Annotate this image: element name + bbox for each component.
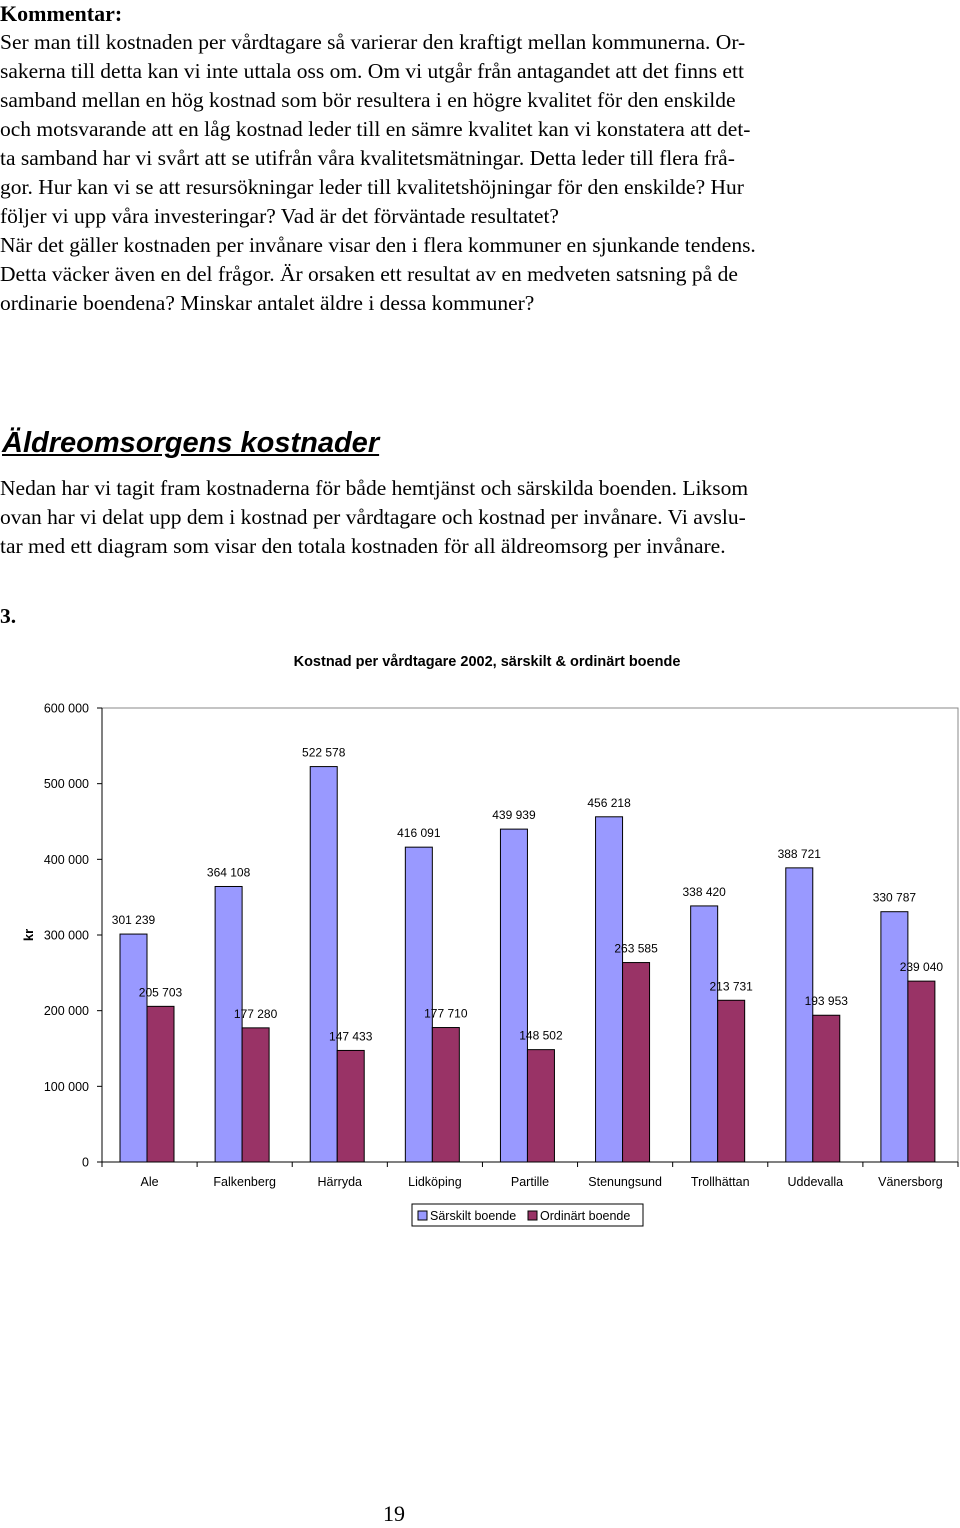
bar-ordinart bbox=[147, 1006, 174, 1162]
y-tick-label: 300 000 bbox=[43, 928, 89, 943]
bar-ordinart bbox=[623, 963, 650, 1162]
y-tick-label: 500 000 bbox=[43, 777, 89, 792]
y-tick-label: 0 bbox=[82, 1155, 89, 1170]
data-label: 338 420 bbox=[682, 884, 726, 899]
data-label: 147 433 bbox=[329, 1029, 373, 1044]
y-axis-label: kr bbox=[21, 928, 36, 942]
data-label: 213 731 bbox=[709, 979, 753, 994]
comment-line: När det gäller kostnaden per invånare visar den i flera kommuner en sjunkande tendens. bbox=[0, 233, 756, 257]
data-label: 205 703 bbox=[138, 985, 183, 1000]
data-label: 364 108 bbox=[206, 865, 251, 880]
bar-sarskilt bbox=[500, 829, 527, 1162]
x-tick-label: Härryda bbox=[317, 1175, 363, 1189]
chart-container bbox=[0, 640, 960, 1240]
bar-sarskilt bbox=[405, 847, 432, 1162]
chart-number: 3. bbox=[0, 604, 17, 628]
comment-line: Ser man till kostnaden per vårdtagare så varierar den kraftigt mellan kommunerna. Or- bbox=[0, 30, 746, 54]
data-label: 439 939 bbox=[492, 808, 536, 823]
section-title: Äldreomsorgens kostnader bbox=[2, 427, 380, 459]
y-tick-label: 100 000 bbox=[43, 1079, 89, 1094]
bar-sarskilt bbox=[120, 934, 147, 1162]
data-label: 416 091 bbox=[397, 826, 441, 841]
comment-heading: Kommentar: bbox=[0, 1, 123, 26]
data-label: 177 710 bbox=[424, 1006, 468, 1021]
comment-line: samband mellan en hög kostnad som bör resultera i en högre kvalitet för den enskilde bbox=[0, 88, 736, 112]
bar-ordinart bbox=[718, 1000, 745, 1162]
x-tick-label: Lidköping bbox=[408, 1175, 462, 1189]
comment-line: gor. Hur kan vi se att resursökningar leder till kvalitetshöjningar för den enskilde? Hur bbox=[0, 175, 744, 199]
bar-sarskilt bbox=[310, 767, 337, 1162]
x-tick-label: Falkenberg bbox=[213, 1175, 276, 1189]
bar-sarskilt bbox=[786, 868, 813, 1162]
bar-sarskilt bbox=[881, 912, 908, 1162]
comment-line: Detta väcker även en del frågor. Är orsaken ett resultat av en medveten satsning på de bbox=[0, 262, 738, 286]
legend-label: Ordinärt boende bbox=[540, 1209, 631, 1223]
bar-sarskilt bbox=[215, 886, 242, 1162]
y-tick-label: 400 000 bbox=[43, 852, 89, 867]
bar-ordinart bbox=[242, 1028, 269, 1162]
data-label: 388 721 bbox=[777, 846, 821, 861]
data-label: 301 239 bbox=[111, 913, 156, 928]
bar-sarskilt bbox=[691, 906, 718, 1162]
data-label: 177 280 bbox=[233, 1006, 278, 1021]
data-label: 239 040 bbox=[899, 960, 944, 975]
bar-sarskilt bbox=[596, 817, 623, 1162]
legend-swatch bbox=[418, 1211, 427, 1220]
comment-line: och motsvarande att en låg kostnad leder till en sämre kvalitet kan vi konstatera att det- bbox=[0, 117, 751, 141]
x-tick-label: Stenungsund bbox=[588, 1175, 662, 1189]
section-line: Nedan har vi tagit fram kostnaderna för både hemtjänst och särskilda boenden. Liksom bbox=[0, 476, 749, 500]
section-line: tar med ett diagram som visar den totala kostnaden för all äldreomsorg per invånare. bbox=[0, 534, 726, 558]
bar-ordinart bbox=[337, 1050, 364, 1162]
x-tick-label: Trollhättan bbox=[690, 1175, 750, 1189]
page-number: 19 bbox=[383, 1501, 405, 1526]
data-label: 263 585 bbox=[614, 941, 658, 956]
data-label: 522 578 bbox=[302, 745, 346, 760]
comment-line: ordinarie boendena? Minskar antalet äldre i dessa kommuner? bbox=[0, 291, 535, 315]
comment-line: följer vi upp våra investeringar? Vad är det förväntade resultatet? bbox=[0, 204, 559, 228]
comment-line: sakerna till detta kan vi inte uttala oss om. Om vi utgår från antagandet att det finns ett bbox=[0, 59, 744, 83]
bar-ordinart bbox=[908, 981, 935, 1162]
x-tick-label: Partille bbox=[510, 1175, 550, 1189]
legend-swatch bbox=[528, 1211, 537, 1220]
bar-ordinart bbox=[432, 1028, 459, 1162]
x-tick-label: Ale bbox=[140, 1175, 159, 1189]
legend-label: Särskilt boende bbox=[430, 1209, 517, 1223]
x-tick-label: Uddevalla bbox=[787, 1175, 844, 1189]
bar-ordinart bbox=[813, 1015, 840, 1162]
section-line: ovan har vi delat upp dem i kostnad per vårdtagare och kostnad per invånare. Vi avslu- bbox=[0, 505, 746, 529]
x-tick-label: Vänersborg bbox=[878, 1175, 943, 1189]
y-tick-label: 200 000 bbox=[43, 1004, 89, 1019]
data-label: 456 218 bbox=[587, 795, 631, 810]
data-label: 148 502 bbox=[519, 1028, 563, 1043]
chart-title: Kostnad per vårdtagare 2002, särskilt & ordinärt boende bbox=[293, 654, 681, 670]
comment-line: ta samband har vi svårt att se utifrån våra kvalitetsmätningar. Detta leder till flera frå- bbox=[0, 146, 735, 170]
bar-chart bbox=[0, 640, 960, 1240]
data-label: 193 953 bbox=[804, 994, 848, 1009]
y-tick-label: 600 000 bbox=[43, 701, 89, 716]
data-label: 330 787 bbox=[872, 890, 917, 905]
bar-ordinart bbox=[527, 1050, 554, 1162]
